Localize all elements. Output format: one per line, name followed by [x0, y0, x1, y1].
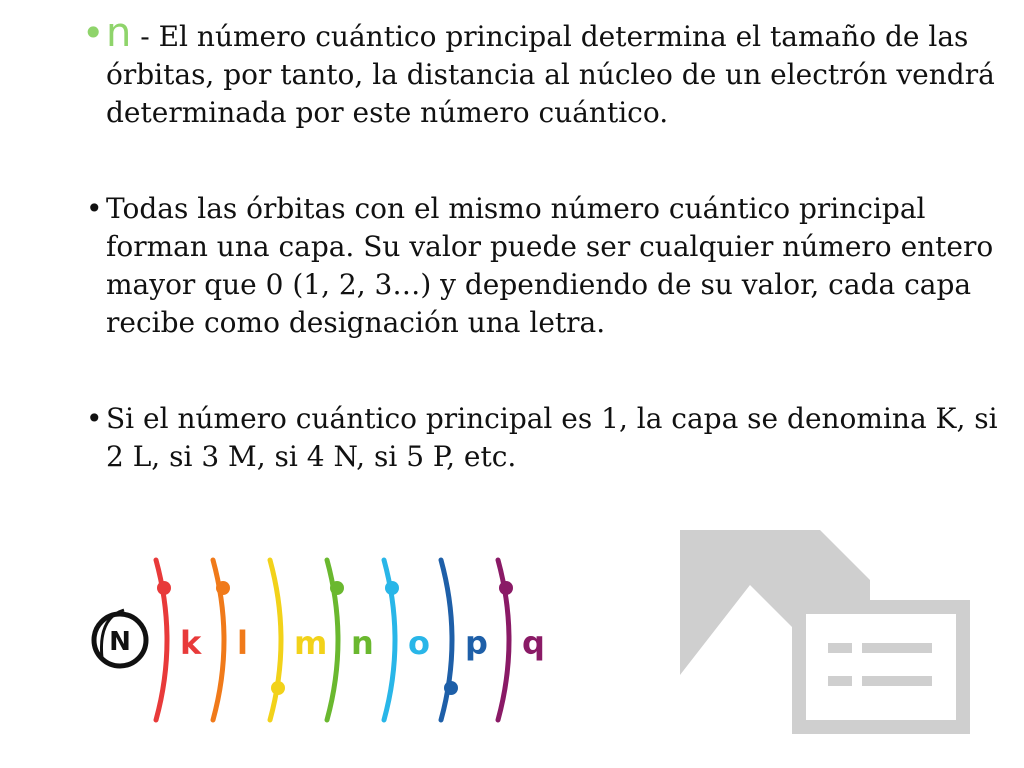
shell-diagram	[90, 548, 600, 728]
electron-dot	[157, 581, 171, 595]
slide-logo-icon	[680, 530, 980, 740]
shell-letter: o	[408, 624, 430, 662]
bullet-text: Si el número cuántico principal es 1, la capa se denomina K, si 2 L, si 3 M, si 4 N, si 5 P, etc.	[106, 402, 998, 473]
electron-dot	[330, 581, 344, 595]
shell-letter: n	[351, 624, 374, 662]
bullet-item	[86, 190, 1006, 342]
nucleus-label: N	[109, 627, 131, 657]
shell-p	[441, 560, 488, 720]
nucleus	[94, 610, 146, 666]
bullet-dot: •	[82, 11, 105, 55]
shell-letter: q	[522, 624, 545, 662]
shell-q	[498, 560, 545, 720]
shell-m	[270, 560, 327, 720]
electron-dot	[444, 681, 458, 695]
shell-l	[213, 560, 248, 720]
shell-k	[156, 560, 202, 720]
shell-letter: p	[465, 624, 488, 662]
bullet-text: Todas las órbitas con el mismo número cuántico principal forman una capa. Su valor puede ser cualquier número entero mayor que 0 (1, 2, 3…) y dependiendo de su valor, cada capa recibe como designación una letra.	[106, 192, 994, 339]
electron-dot	[385, 581, 399, 595]
bullet-list	[82, 10, 1006, 534]
shell-letter: m	[294, 624, 328, 662]
bullet-term: n	[106, 10, 132, 56]
bullet-item	[86, 400, 1006, 476]
electron-dot	[216, 581, 230, 595]
shell-arc	[270, 560, 281, 720]
shell-o	[384, 560, 430, 720]
shell-letter: l	[237, 624, 248, 662]
shell-letter: k	[180, 624, 202, 662]
bullet-dot: •	[86, 402, 103, 435]
bullet-text: - El número cuántico principal determina el tamaño de las órbitas, por tanto, la distancia al núcleo de un electrón vendrá determinada por este número cuántico.	[106, 20, 995, 129]
shell-n	[327, 560, 374, 720]
electron-dot	[271, 681, 285, 695]
bullet-item	[82, 10, 1006, 132]
electron-dot	[499, 581, 513, 595]
shell-arc	[441, 560, 452, 720]
bullet-dot: •	[86, 192, 103, 225]
